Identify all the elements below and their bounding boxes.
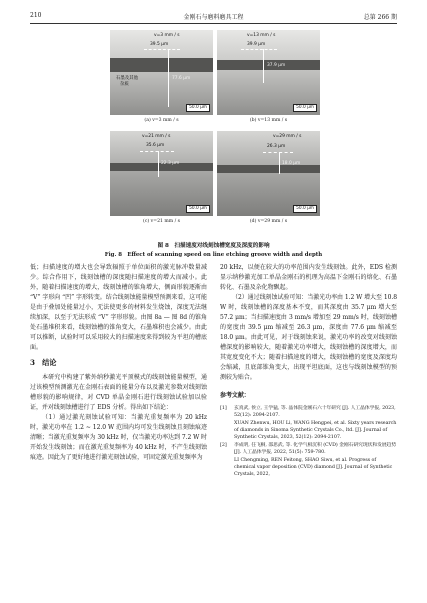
groove-depth-label: 22.3 μm (161, 161, 180, 166)
section-heading: 3 结论 (30, 358, 57, 367)
header-rule (30, 23, 397, 24)
groove-width-label: 39.5 μm (150, 42, 169, 47)
paragraph: 本研究中构建了紫外纳秒激光平顶模式的线刻蚀能量模型，通过该模型预测激光在金刚石表面的能量分布以及激光参数对线刻蚀槽形貌的影响规律，对 CVD 单晶金刚石进行线刻蚀试验加以验证，并对线刻蚀槽进行了 EDS 分析。得出如下结论： (30, 374, 207, 411)
scale-bar: 50.0 μm (293, 205, 317, 213)
reference-text: LI Chengming, REN Feitong, SHAO Siwu, et al. Progress of chemical vapor deposition (CVD) diamond [J]. Journal of Synthetic Crystals, 2022, (234, 458, 393, 477)
paragraph: （2）通过线刻蚀试验可知：当激光功率由 1.2 W 增大至 10.8 W 时，线刻蚀槽的深度基本不变，而其深度由 35.7 μm 增大至 57.2 μm；当扫描速度由 3 mm/s 增加至 29 mm/s 时，线刻蚀槽的宽度由 39.5 μm 缩减至 26.3 μm，深度由 77.6 μm 缩减至 18.0 μm。由此可见，对于线刻蚀来说，激光功率的改变对线刻蚀槽深度的影响较大，随着激光功率增大，线刻蚀槽的深度增大，而其宽度变化不大；随着扫描速度的增大，线刻蚀槽的宽度及深度均会缩减，且底部锥角变大，出现平坦底面，这也与线刻蚀模型的预测较为贴合。 (220, 294, 397, 381)
left-column (30, 263, 207, 463)
width-marker (241, 49, 277, 50)
groove-depth-label: 77.6 μm (172, 76, 191, 81)
figure-caption-cn: 图 8 扫描速度对线刻蚀槽宽度及深度的影响 (157, 243, 270, 249)
speed-label: v=3 mm / s (154, 33, 180, 38)
speed-label: v=13 mm / s (247, 33, 276, 38)
panel-c-label: (c) v=21 mm / s (143, 219, 180, 224)
depth-marker (158, 151, 159, 177)
micrograph-panel-a (110, 30, 213, 115)
reference-text: 玄真武, 侯立, 王学猛, 等. 晶体院金刚石六十年研究 [J]. 人工晶体学报, 2023, 52(12): 2094-2107. (234, 406, 396, 418)
reference-number (220, 457, 234, 478)
width-marker (140, 151, 174, 152)
reference-text: 李成明, 任飞桐, 邵思武, 等. 化学气相沉积 (CVD) 金刚石研究现状和发展趋势 [J]. 人工晶体学报, 2022, 51(5): 759-780. (234, 443, 397, 455)
journal-title: 金刚石与磨料磨具工程 (183, 14, 244, 21)
panel-a-label: (a) v=3 mm / s (144, 118, 179, 123)
speed-label: v=29 mm / s (273, 134, 302, 139)
paragraph: 低；扫描速度的增大也会导致辐照于单位面积的激光脉冲数量减少。综合作用下，线刻蚀槽的深度随扫描速度的增大而减小。此外，随着扫描速度的增大，线刻蚀槽的锥角增大，侧面形貌逐渐由 “V” 字形向 “凹” 字形转变。结合线刻蚀能量模型预测来看，这可能是由于叠加处能量过小，无法使更多的材料发生烧蚀，深度无法继续加深，以至于无法形成 “V” 字形形貌。由图 8a — 图 8d 的锥角处石墨堆积来看，线刻蚀槽的锥角变大，石墨堆积也会减少。由此可以推断，试验时可以采用较大的扫描速度来得到较为平坦的槽底面。 (30, 264, 207, 351)
reference-entry (220, 405, 397, 419)
references-heading: 参考文献： (220, 392, 250, 399)
scale-bar: 50.0 μm (186, 205, 210, 213)
micrograph-panel-b (217, 30, 320, 115)
groove-depth-label: 18.0 μm (282, 161, 301, 166)
reference-number: [2] (220, 443, 227, 448)
depth-marker (168, 49, 169, 107)
reference-number: [1] (220, 406, 227, 411)
width-marker (144, 49, 180, 50)
reference-entry (220, 457, 397, 478)
figure-caption-en: Fig. 8 Effect of scanning speed on line etching groove width and depth (104, 252, 323, 258)
reference-number (220, 420, 234, 441)
groove-width-label: 39.9 μm (247, 42, 266, 47)
paragraph: 20 kHz，以便在较大的功率范围内发生线刻蚀。此外，EDS 检测显示纳秒激光加工单晶金刚石的机理为高温下金刚石的熔化、石墨转化、石墨及杂化物飘起。 (220, 264, 397, 291)
groove-width-label: 35.6 μm (146, 143, 165, 148)
groove-width-label: 26.3 μm (267, 144, 286, 149)
panel-b-label: (b) v=13 mm / s (249, 118, 288, 123)
figure-8 (110, 30, 320, 236)
micrograph-panel-c (110, 131, 213, 216)
reference-entry (220, 420, 397, 441)
scale-bar: 50.0 μm (293, 104, 317, 112)
panel-d-label: (d) v=29 mm / s (249, 219, 288, 224)
issue-number: 总第 266 期 (363, 14, 397, 21)
graphite-note-line2: 杂质 (120, 82, 129, 87)
groove-surface (217, 165, 320, 173)
micrograph-panel-d (217, 131, 320, 216)
reference-entry (220, 442, 397, 456)
right-column (220, 263, 397, 479)
page-number: 210 (30, 12, 42, 19)
depth-marker (279, 152, 280, 174)
groove-surface (110, 58, 213, 72)
reference-text: XUAN Zhenwu, HOU Li, WANG Hengpei, et al. Sixty years research of diamonds in Sinoma Synthetic Crystals Co., ltd. [J]. Journal of Synthetic Crystals, 2023, 52(12): 2094-2107. (234, 421, 397, 440)
width-marker (263, 152, 293, 153)
depth-marker (263, 49, 264, 83)
speed-label: v=21 mm / s (142, 134, 171, 139)
groove-depth-label: 37.9 μm (267, 63, 286, 68)
scale-bar: 50.0 μm (186, 104, 210, 112)
graphite-note-line1: 石墨及其他 (116, 76, 138, 81)
paragraph: （1）通过激光刻蚀试验可知：当激光重复频率为 20 kHz 时，激光功率在 1.2 ~ 12.0 W 范围内均可发生线刻蚀且刻蚀痕迹清晰；当激光重复频率为 30 kHz 时，仅当激光功率达到 7.2 W 时开始发生线刻蚀；而在激光重复频率为 40 kHz 时，不产生线刻蚀痕迹。因此为了更好地进行激光刻蚀试验，可固定激光重复频率为 (30, 414, 207, 461)
